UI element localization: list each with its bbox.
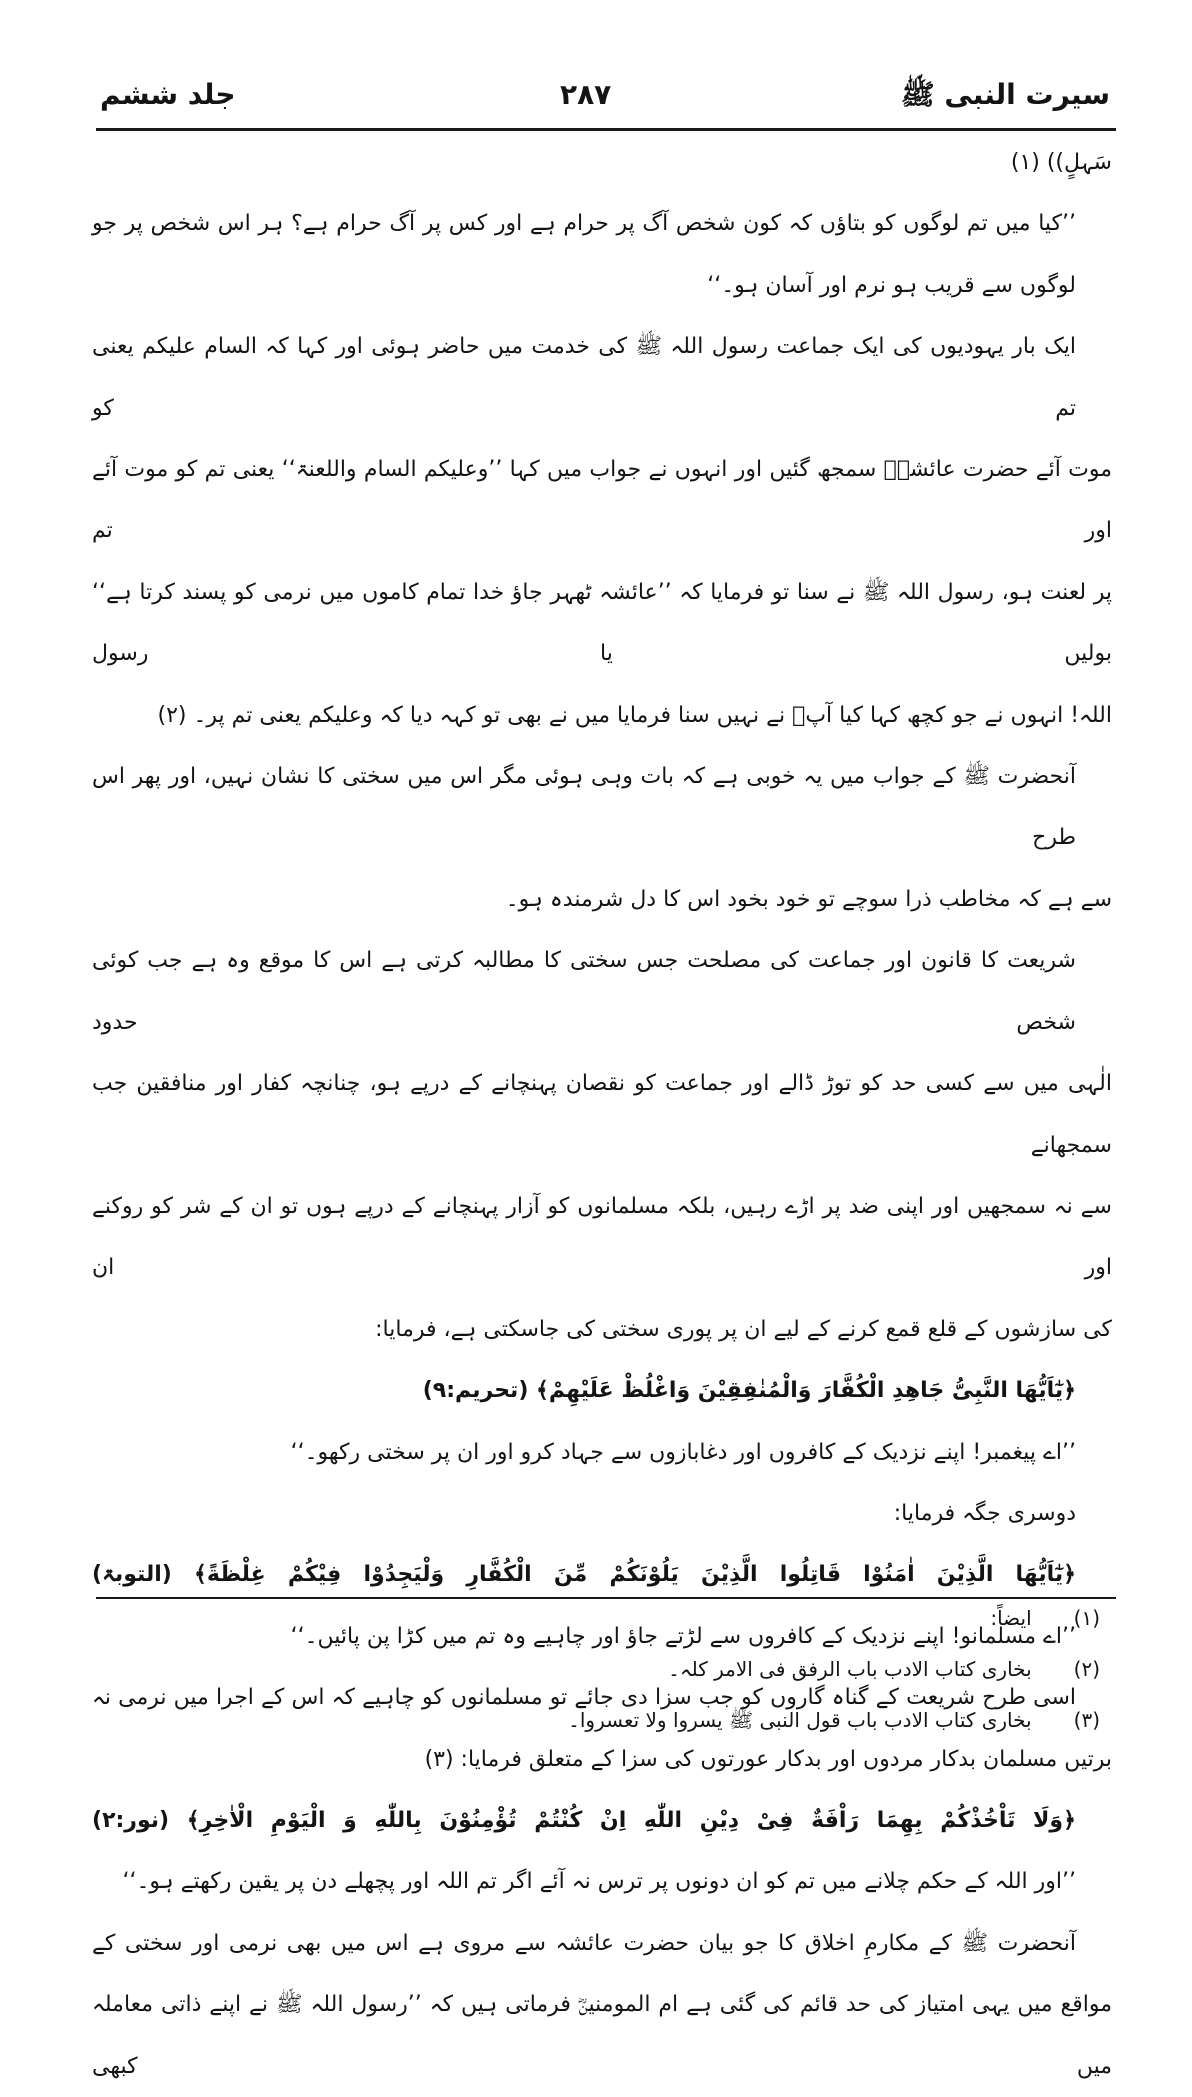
quote-line: ’’کیا میں تم لوگوں کو بتاؤں کہ کون شخص آگ پر حرام ہے اور کس پر آگ حرام ہے؟ ہر اس شخص پر جو (92, 211, 1076, 237)
footnote-text: ایضاً: (990, 1606, 1032, 1630)
footnote (990, 1606, 1100, 1630)
paragraph-line: الٰہی میں سے کسی حد کو توڑ ڈالے اور جماعت کو نقصان پہنچانے کے درپے ہو، چنانچہ کفار اور منافقین جب سمجھانے (92, 1071, 1112, 1158)
paragraph-line: آنحضرت ﷺ کے مکارمِ اخلاق کا جو بیان حضرت عائشہ سے مروی ہے اس میں بھی نرمی اور سختی کے (92, 1930, 1076, 1956)
paragraph-line: دوسری جگہ فرمایا: (893, 1500, 1076, 1526)
quran-verse: ﴿یٰٓاَیُّهَا النَّبِیُّ جَاهِدِ الْكُفَّارَ وَالْمُنٰفِقِیْنَ وَاغْلُظْ عَلَیْهِمْ﴾ (تحریم:۹) (422, 1378, 1076, 1404)
quran-verse: ﴿وَلَا تَاْخُذْكُمْ بِهِمَا رَاْفَةٌ فِیْ دِیْنِ اللّٰهِ اِنْ كُنْتُمْ تُؤْمِنُوْنَ بِاللّٰهِ وَ الْیَوْمِ الْاٰخِرِ﴾ (نور:۲) (92, 1807, 1076, 1833)
paragraph-line: آنحضرت ﷺ کے جواب میں یہ خوبی ہے کہ بات وہی ہوئی مگر اس میں سختی کا نشان نہیں، اور پھر اس طرح (92, 764, 1076, 851)
footnote-number: (۲) (1073, 1657, 1100, 1681)
verse-translation: ’’اور اللہ کے حکم چلانے میں تم کو ان دونوں پر ترس نہ آئے اگر تم اللہ اور پچھلے دن پر یقین رکھتے ہو۔‘‘ (122, 1869, 1076, 1895)
paragraph-line: ایک بار یہودیوں کی ایک جماعت رسول اللہ ﷺ کی خدمت میں حاضر ہوئی اور کہا کہ السام علیکم یعنی تم کو (92, 334, 1076, 421)
quran-verse: ﴿یٰٓاَیُّهَا الَّذِیْنَ اٰمَنُوْا قَاتِلُوا الَّذِیْنَ یَلُوْنَكُمْ مِّنَ الْكُفَّارِ وَلْیَجِدُوْا فِیْكُمْ غِلْظَةً﴾ (التوبۃ) (92, 1562, 1076, 1588)
paragraph-line: موت آئے حضرت عائشہؓ سمجھ گئیں اور انہوں نے جواب میں کہا ’’وعلیکم السام واللعنۃ‘‘ یعنی تم کو موت آئے اور تم (92, 457, 1112, 544)
footnote-text: بخاری کتاب الادب باب الرفق فی الامر کلہ۔ (668, 1657, 1032, 1681)
paragraph-line: شریعت کا قانون اور جماعت کی مصلحت جس سختی کا مطالبہ کرتی ہے اس کا موقع وہ ہے جب کوئی شخص حدود (92, 948, 1076, 1035)
text-line: سَہلٍ)) (۱) (1010, 150, 1112, 175)
verse-translation: ’’اے مسلمانو! اپنے نزدیک کے کافروں سے لڑتے جاؤ اور چاہیے وہ تم میں کڑا پن پائیں۔‘‘ (290, 1623, 1076, 1649)
paragraph-line: برتیں مسلمان بدکار مردوں اور بدکار عورتوں کی سزا کے متعلق فرمایا: (۳) (424, 1746, 1112, 1772)
quote-line: لوگوں سے قریب ہو نرم اور آسان ہو۔‘‘ (707, 272, 1076, 298)
footnote-divider (96, 1597, 1116, 1599)
paragraph-line: کی سازشوں کے قلع قمع کرنے کے لیے ان پر پوری سختی کی جاسکتی ہے، فرمایا: (375, 1316, 1112, 1342)
running-header-volume: جلد ششم (100, 78, 236, 111)
verse-translation: ’’اے پیغمبر! اپنے نزدیک کے کافروں اور دغابازوں سے جہاد کرو اور ان پر سختی رکھو۔‘‘ (290, 1439, 1076, 1465)
paragraph-line: مواقع میں یہی امتیاز کی حد قائم کی گئی ہے ام المومنینؓ فرماتی ہیں کہ ’’رسول اللہ ﷺ نے اپنے ذاتی معاملہ میں کبھی (92, 1992, 1112, 2079)
footnote (668, 1657, 1100, 1681)
running-header-book-title: سیرت النبی ﷺ (900, 78, 1110, 111)
paragraph-line: سے نہ سمجھیں اور اپنی ضد پر اڑے رہیں، بلکہ مسلمانوں کو آزار پہنچانے کے درپے ہوں تو ان کے شر کو روکنے اور ان (92, 1193, 1112, 1281)
page-body (92, 132, 1112, 2097)
footnote-number: (۳) (1073, 1708, 1100, 1732)
page-number: ۲۸۷ (560, 78, 612, 111)
footnote (568, 1708, 1100, 1737)
footnote-text: بخاری کتاب الادب باب قول النبی ﷺ یسروا ولا تعسروا۔ (568, 1708, 1032, 1732)
paragraph-line: اسی طرح شریعت کے گناہ گاروں کو جب سزا دی جائے تو مسلمانوں کو چاہیے کہ اس کے اجرا میں نرمی نہ (92, 1685, 1076, 1711)
footnote-number: (۱) (1073, 1606, 1100, 1630)
paragraph-line: سے ہے کہ مخاطب ذرا سوچے تو خود بخود اس کا دل شرمندہ ہو۔ (505, 886, 1112, 912)
paragraph-line: اللہ! انہوں نے جو کچھ کہا کیا آپؐ نے نہیں سنا فرمایا میں نے بھی تو کہہ دیا کہ وعلیکم یعنی تم پر۔ (۲) (157, 702, 1112, 728)
header-divider (96, 128, 1116, 131)
paragraph-line: پر لعنت ہو، رسول اللہ ﷺ نے سنا تو فرمایا کہ ’’عائشہ ٹھہر جاؤ خدا تمام کاموں میں نرمی کو پسند کرتا ہے‘‘ بولیں یا رسول (92, 579, 1112, 667)
